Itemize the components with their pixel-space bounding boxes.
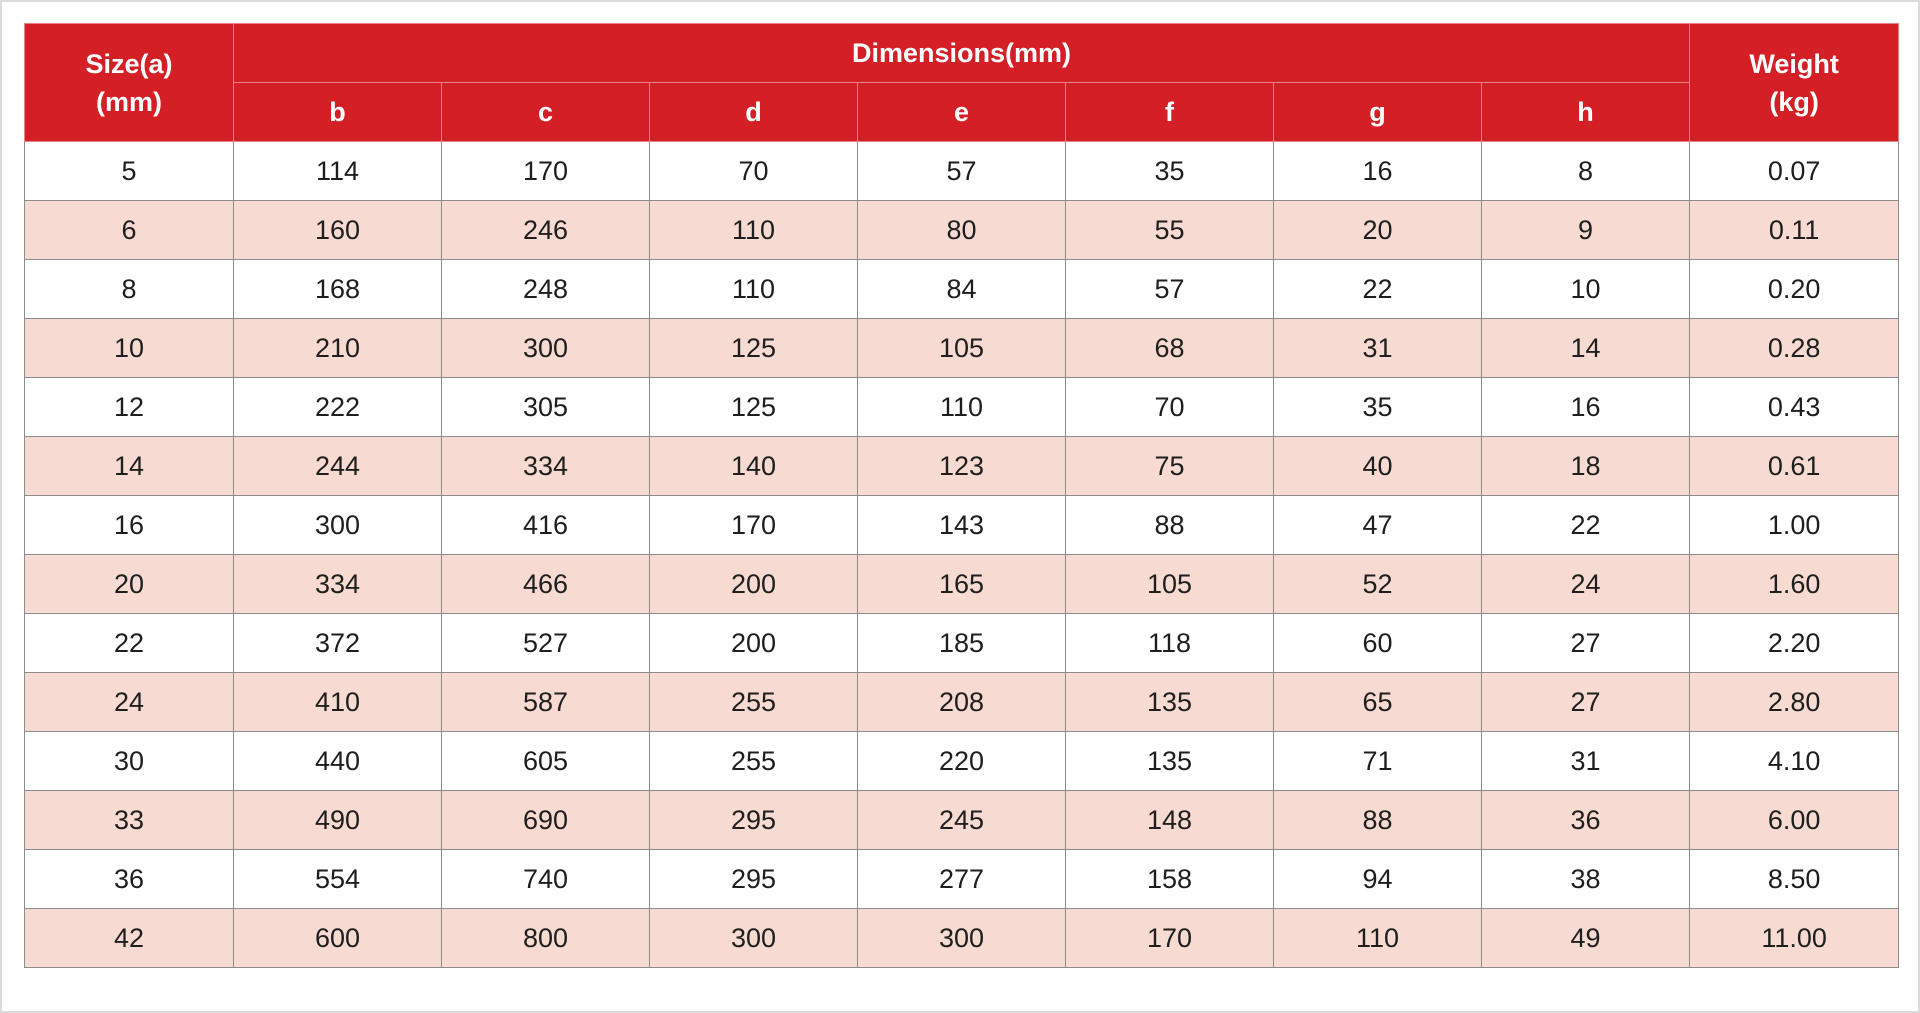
table-row [25,496,1899,555]
cell-weight: 8.50 [1690,850,1899,909]
cell-b: 114 [234,142,442,201]
table-row [25,555,1899,614]
cell-weight: 0.43 [1690,378,1899,437]
cell-size: 22 [25,614,234,673]
cell-e: 123 [858,437,1066,496]
cell-f: 170 [1066,909,1274,968]
cell-e: 208 [858,673,1066,732]
cell-e: 143 [858,496,1066,555]
cell-h: 49 [1482,909,1690,968]
cell-e: 110 [858,378,1066,437]
cell-weight: 0.20 [1690,260,1899,319]
cell-c: 305 [442,378,650,437]
cell-e: 84 [858,260,1066,319]
cell-d: 255 [650,732,858,791]
cell-d: 170 [650,496,858,555]
cell-g: 88 [1274,791,1482,850]
cell-g: 35 [1274,378,1482,437]
cell-size: 10 [25,319,234,378]
header-col-g: g [1274,83,1482,142]
table-row [25,142,1899,201]
cell-h: 10 [1482,260,1690,319]
cell-e: 185 [858,614,1066,673]
cell-b: 600 [234,909,442,968]
cell-c: 527 [442,614,650,673]
table-row [25,437,1899,496]
cell-size: 12 [25,378,234,437]
cell-h: 27 [1482,673,1690,732]
table-row [25,201,1899,260]
cell-f: 118 [1066,614,1274,673]
cell-weight: 2.20 [1690,614,1899,673]
cell-g: 47 [1274,496,1482,555]
header-weight-line1: Weight [1749,48,1839,79]
cell-weight: 0.28 [1690,319,1899,378]
header-col-d: d [650,83,858,142]
cell-size: 36 [25,850,234,909]
cell-e: 80 [858,201,1066,260]
cell-b: 300 [234,496,442,555]
cell-d: 295 [650,791,858,850]
cell-c: 248 [442,260,650,319]
cell-f: 148 [1066,791,1274,850]
table-row [25,614,1899,673]
cell-f: 75 [1066,437,1274,496]
cell-weight: 11.00 [1690,909,1899,968]
cell-e: 220 [858,732,1066,791]
cell-weight: 0.07 [1690,142,1899,201]
cell-h: 24 [1482,555,1690,614]
cell-h: 22 [1482,496,1690,555]
cell-g: 40 [1274,437,1482,496]
cell-e: 57 [858,142,1066,201]
table-row [25,850,1899,909]
cell-h: 9 [1482,201,1690,260]
header-weight-line2: (kg) [1769,86,1819,117]
cell-g: 20 [1274,201,1482,260]
header-weight [1690,24,1899,142]
table-row [25,260,1899,319]
cell-e: 300 [858,909,1066,968]
cell-size: 33 [25,791,234,850]
cell-b: 160 [234,201,442,260]
cell-c: 246 [442,201,650,260]
cell-e: 277 [858,850,1066,909]
cell-f: 55 [1066,201,1274,260]
cell-h: 18 [1482,437,1690,496]
cell-g: 22 [1274,260,1482,319]
table-row [25,909,1899,968]
cell-c: 690 [442,791,650,850]
cell-d: 110 [650,260,858,319]
cell-e: 105 [858,319,1066,378]
table-row [25,378,1899,437]
cell-b: 334 [234,555,442,614]
cell-weight: 6.00 [1690,791,1899,850]
cell-c: 334 [442,437,650,496]
dimensions-table [24,23,1899,968]
cell-g: 31 [1274,319,1482,378]
cell-g: 94 [1274,850,1482,909]
cell-g: 71 [1274,732,1482,791]
cell-b: 410 [234,673,442,732]
cell-f: 68 [1066,319,1274,378]
header-size [25,24,234,142]
cell-f: 135 [1066,673,1274,732]
cell-f: 135 [1066,732,1274,791]
cell-b: 168 [234,260,442,319]
header-col-e: e [858,83,1066,142]
cell-f: 70 [1066,378,1274,437]
cell-c: 170 [442,142,650,201]
cell-f: 88 [1066,496,1274,555]
cell-size: 8 [25,260,234,319]
cell-c: 800 [442,909,650,968]
header-size-line1: Size(a) [85,48,173,79]
cell-g: 110 [1274,909,1482,968]
cell-h: 38 [1482,850,1690,909]
cell-b: 210 [234,319,442,378]
cell-size: 30 [25,732,234,791]
cell-d: 125 [650,319,858,378]
cell-e: 165 [858,555,1066,614]
cell-c: 605 [442,732,650,791]
cell-weight: 1.00 [1690,496,1899,555]
header-col-h: h [1482,83,1690,142]
cell-d: 300 [650,909,858,968]
cell-f: 158 [1066,850,1274,909]
cell-size: 14 [25,437,234,496]
cell-size: 5 [25,142,234,201]
cell-b: 372 [234,614,442,673]
cell-d: 200 [650,614,858,673]
cell-h: 16 [1482,378,1690,437]
cell-c: 740 [442,850,650,909]
cell-b: 222 [234,378,442,437]
cell-e: 245 [858,791,1066,850]
table-row [25,673,1899,732]
cell-h: 31 [1482,732,1690,791]
cell-c: 466 [442,555,650,614]
cell-weight: 4.10 [1690,732,1899,791]
cell-weight: 0.61 [1690,437,1899,496]
cell-g: 16 [1274,142,1482,201]
table-header [25,24,1899,142]
header-size-line2: (mm) [96,86,162,117]
table-row [25,791,1899,850]
cell-h: 8 [1482,142,1690,201]
header-dimensions: Dimensions(mm) [234,24,1690,83]
cell-g: 52 [1274,555,1482,614]
cell-f: 57 [1066,260,1274,319]
cell-h: 14 [1482,319,1690,378]
table-body [25,142,1899,968]
cell-f: 35 [1066,142,1274,201]
cell-size: 42 [25,909,234,968]
table-row [25,732,1899,791]
cell-b: 244 [234,437,442,496]
cell-d: 255 [650,673,858,732]
cell-size: 6 [25,201,234,260]
cell-size: 20 [25,555,234,614]
cell-d: 200 [650,555,858,614]
cell-b: 440 [234,732,442,791]
header-col-c: c [442,83,650,142]
cell-weight: 0.11 [1690,201,1899,260]
cell-h: 36 [1482,791,1690,850]
cell-b: 490 [234,791,442,850]
header-col-f: f [1066,83,1274,142]
cell-size: 16 [25,496,234,555]
cell-weight: 2.80 [1690,673,1899,732]
cell-c: 587 [442,673,650,732]
cell-c: 300 [442,319,650,378]
table-row [25,319,1899,378]
cell-d: 140 [650,437,858,496]
cell-weight: 1.60 [1690,555,1899,614]
cell-h: 27 [1482,614,1690,673]
cell-d: 70 [650,142,858,201]
cell-d: 110 [650,201,858,260]
cell-c: 416 [442,496,650,555]
cell-d: 295 [650,850,858,909]
cell-g: 65 [1274,673,1482,732]
cell-d: 125 [650,378,858,437]
cell-g: 60 [1274,614,1482,673]
header-col-b: b [234,83,442,142]
cell-b: 554 [234,850,442,909]
cell-size: 24 [25,673,234,732]
cell-f: 105 [1066,555,1274,614]
